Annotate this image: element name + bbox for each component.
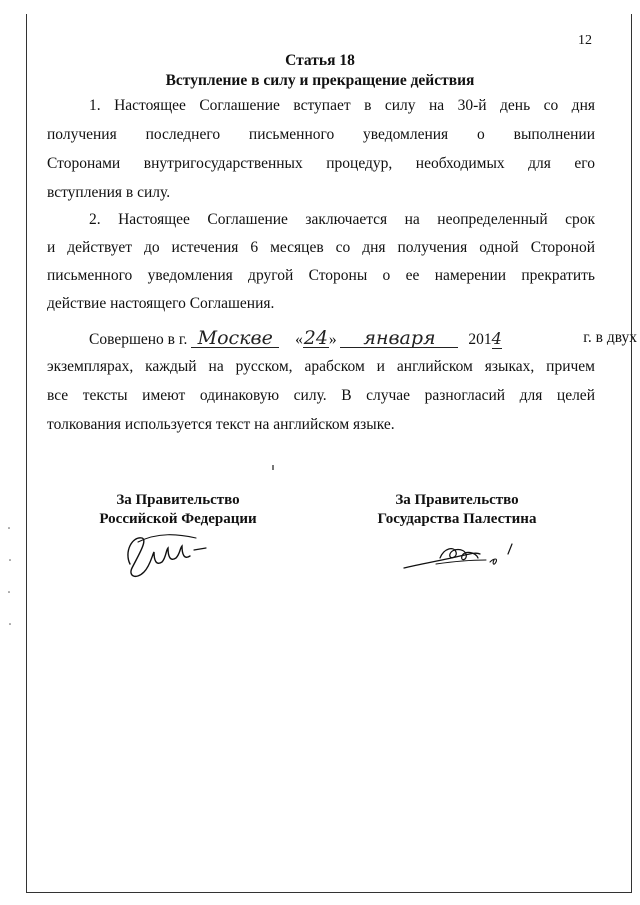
- article-title: Статья 18: [285, 52, 355, 69]
- handwritten-day: 24: [303, 327, 328, 349]
- paragraph-1-line-1: 1. Настоящее Соглашение вступает в силу на 30-й день со дня: [89, 97, 595, 114]
- paragraph-2-line-4: действие настоящего Соглашения.: [47, 295, 275, 312]
- paragraph-2-line-1: 2. Настоящее Соглашение заключается на неопределенный срок: [89, 211, 595, 228]
- done-clause-line-2: экземплярах, каждый на русском, арабском и английском языках, причем: [47, 358, 595, 375]
- signatory-right-line-2: Государства Палестина: [377, 511, 537, 527]
- scan-speck: [272, 465, 274, 470]
- handwritten-year-digit: 4: [491, 329, 502, 348]
- paragraph-1-line-2: получения последнего письменного уведомления о выполнении: [47, 126, 595, 143]
- done-prefix: Совершено в г.: [89, 331, 188, 348]
- signatory-left-line-2: Российской Федерации: [99, 511, 257, 527]
- done-suffix: г. в двух: [583, 329, 637, 346]
- open-quote: «: [295, 331, 303, 348]
- article-subtitle: Вступление в силу и прекращение действия: [165, 72, 475, 89]
- paragraph-2-line-3: письменного уведомления другой Стороны о ее намерении прекратить: [47, 267, 595, 284]
- paragraph-1-line-4: вступления в силу.: [47, 184, 171, 201]
- signatory-right-line-1: За Правительство: [395, 492, 519, 508]
- year-prefix: 201: [468, 331, 492, 348]
- paragraph-1-line-3: Сторонами внутригосударственных процедур, необходимых для его: [47, 155, 595, 172]
- signatory-left-line-1: За Правительство: [116, 492, 240, 508]
- handwritten-city: Москве: [191, 329, 279, 348]
- paragraph-2-line-2: и действует до истечения 6 месяцев со дня получения одной Стороной: [47, 239, 595, 256]
- done-clause-line-3: все тексты имеют одинаковую силу. В случае разногласий для целей: [47, 387, 595, 404]
- close-quote: »: [328, 331, 337, 348]
- signatory-right: [347, 491, 567, 529]
- page-number: 12: [578, 33, 592, 48]
- handwritten-month: января: [340, 329, 458, 348]
- scan-margin-dots: [6, 520, 14, 640]
- signature-left: [118, 522, 208, 584]
- done-clause-line-1: [89, 329, 637, 349]
- done-clause-line-4: толкования используется текст на английском языке.: [47, 416, 395, 433]
- signature-right: [400, 540, 520, 576]
